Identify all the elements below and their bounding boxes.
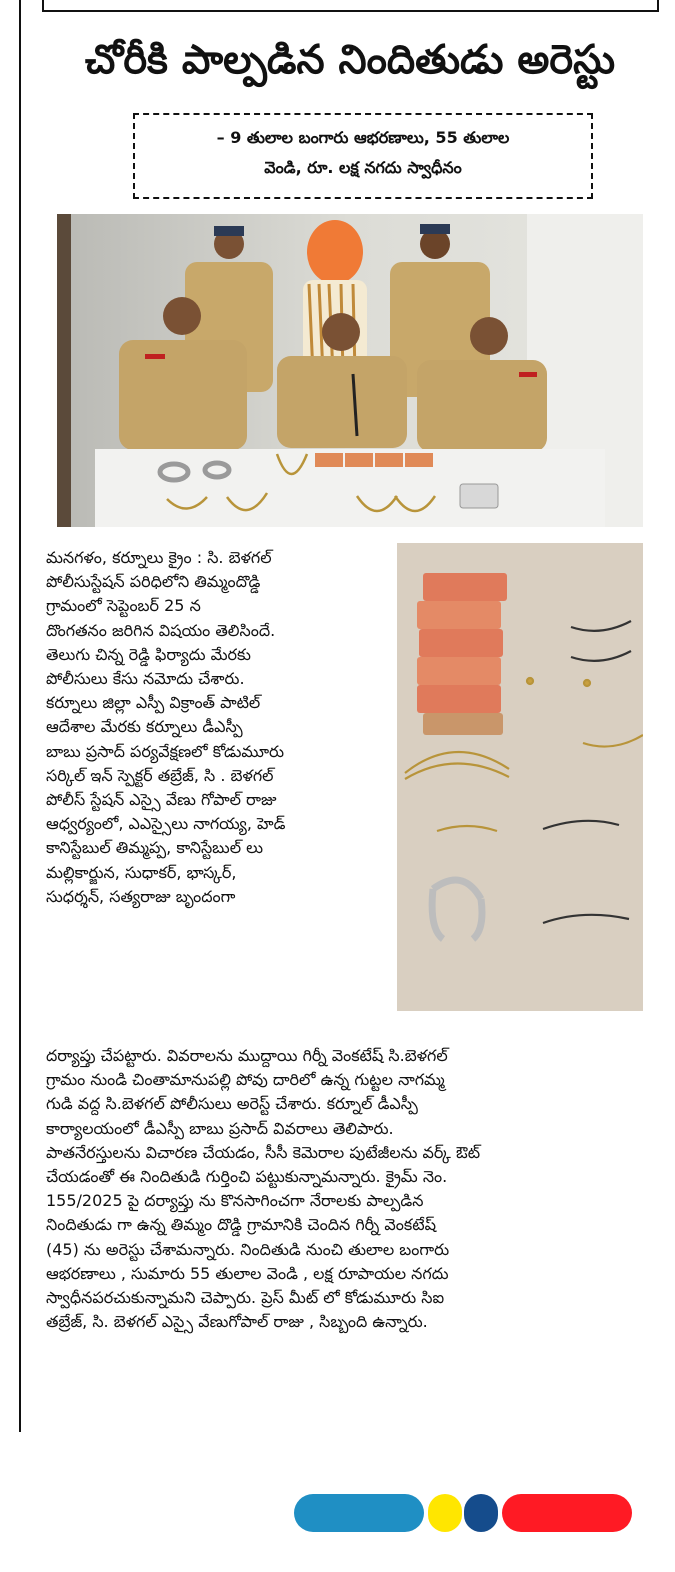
text-line: సుధర్శన్, సత్యరాజు బృందంగా — [46, 886, 236, 906]
text-line: దర్యాప్తు చేపట్టారు. వివరాలను ముద్దాయి గిర్నీ వెంకటేష్ సి.బెళగల్ — [46, 1046, 448, 1065]
text-line: తబ్రేజ్, సి. బెళగల్ ఎస్సై వేణుగోపాల్ రాజు , సిబ్బంది ఉన్నారు. — [46, 1312, 428, 1332]
subheading-line-1: – 9 తులాల బంగారు ఆభరణాలు, 55 తులాల — [216, 128, 510, 147]
text-line: ఆదేశాల మేరకు కర్నూలు డీఎస్పీ — [46, 717, 243, 737]
text-line: మల్లికార్జున, సుధాకర్, భాస్కర్, — [46, 862, 237, 882]
text-line: మనగళం, కర్నూలు క్రైం : సి. బెళగల్ — [46, 548, 272, 567]
press-meet-photo — [57, 214, 643, 527]
text-line: పాతనేరస్తులను విచారణ చేయడం, సీసీ కెమెరాల పుటేజీలను వర్క్ ఔట్ — [46, 1142, 481, 1162]
top-border-box — [42, 0, 659, 12]
text-line: స్వాధీనపరచుకున్నామని చెప్పారు. ప్రెస్ మీట్ లో కోడుమూరు సిఐ — [46, 1288, 445, 1308]
text-line: గ్రామం నుండి చింతామానుపల్లి పోవు దారిలో ఉన్న గుట్టల నాగమ్మ — [46, 1070, 445, 1090]
text-line: గుడి వద్ద సి.బెళగల్ పోలీసులు అరెస్ట్ చేశారు. కర్నూల్ డీఎస్పీ — [46, 1094, 418, 1114]
decor-dot-navy — [464, 1494, 498, 1532]
text-line: గ్రామంలో సెప్టెంబర్ 25 న — [46, 596, 201, 616]
text-line: బాబు ప్రసాద్ పర్యవేక్షణలో కోడుమూరు — [46, 741, 285, 761]
text-line: దొంగతనం జరిగిన విషయం తెలిసిందే. — [46, 620, 276, 640]
text-line: సర్కిల్ ఇన్ స్పెక్టర్ తబ్రేజ్, సి . బెళగల్ — [46, 765, 274, 785]
subheading-box — [133, 113, 593, 199]
currency-notes — [417, 573, 507, 735]
text-line: ఆధ్వర్యంలో, ఎఎస్సైలు నాగయ్య, హెడ్ — [46, 814, 286, 834]
text-line: నిందితుడు గా ఉన్న తిమ్మం దొడ్డి గ్రామానికి చెందిన గిర్నీ వెంకటేష్ — [46, 1215, 437, 1235]
article-body-wide — [46, 1044, 656, 1334]
text-line: (45) ను అరెస్టు చేశామన్నారు. నిందితుడి నుంచి తులాల బంగారు — [46, 1239, 450, 1259]
text-line: కార్యాలయంలో డీఎస్పీ బాబు ప్రసాద్ వివరాలు తెలిపారు. — [46, 1118, 394, 1138]
text-line: పోలీసులు కేసు నమోదు చేశారు. — [46, 669, 245, 689]
text-line: 155/2025 పై దర్యాప్తు ను కొనసాగించగా నేరాలకు పాల్పడిన — [46, 1191, 424, 1211]
text-line: కానిస్టేబుల్ తిమ్మప్ప, కానిస్టేబుల్ లు — [46, 838, 264, 858]
headline: చోరీకి పాల్పడిన నిందితుడు అరెస్టు — [84, 37, 616, 83]
decor-dot-yellow — [428, 1494, 462, 1532]
text-line: కర్నూలు జిల్లా ఎస్పీ విక్రాంత్ పాటిల్ — [46, 693, 261, 713]
recovered-items-photo — [397, 543, 643, 1011]
text-line: తెలుగు చిన్న రెడ్డి ఫిర్యాదు మేరకు — [46, 644, 251, 664]
article-body-narrow — [46, 546, 386, 909]
decor-pill-red — [502, 1494, 632, 1532]
text-line: పోలీసుస్టేషన్ పరిధిలోని తిమ్మందొడ్డి — [46, 572, 261, 592]
decor-pill-blue — [294, 1494, 424, 1532]
column-rule — [19, 0, 21, 1432]
text-line: చేయడంతో ఈ నిందితుడి గుర్తించి పట్టుకున్నామన్నారు. క్రైమ్ నెం. — [46, 1167, 448, 1187]
text-line: పోలీస్ స్టేషన్ ఎస్సై వేణు గోపాల్ రాజు — [46, 790, 277, 810]
text-line: ఆభరణాలు , సుమారు 55 తులాల వెండి , లక్ష రూపాయల నగదు — [46, 1263, 449, 1283]
subheading-line-2: వెండి, రూ. లక్ష నగదు స్వాధీనం — [264, 158, 462, 177]
